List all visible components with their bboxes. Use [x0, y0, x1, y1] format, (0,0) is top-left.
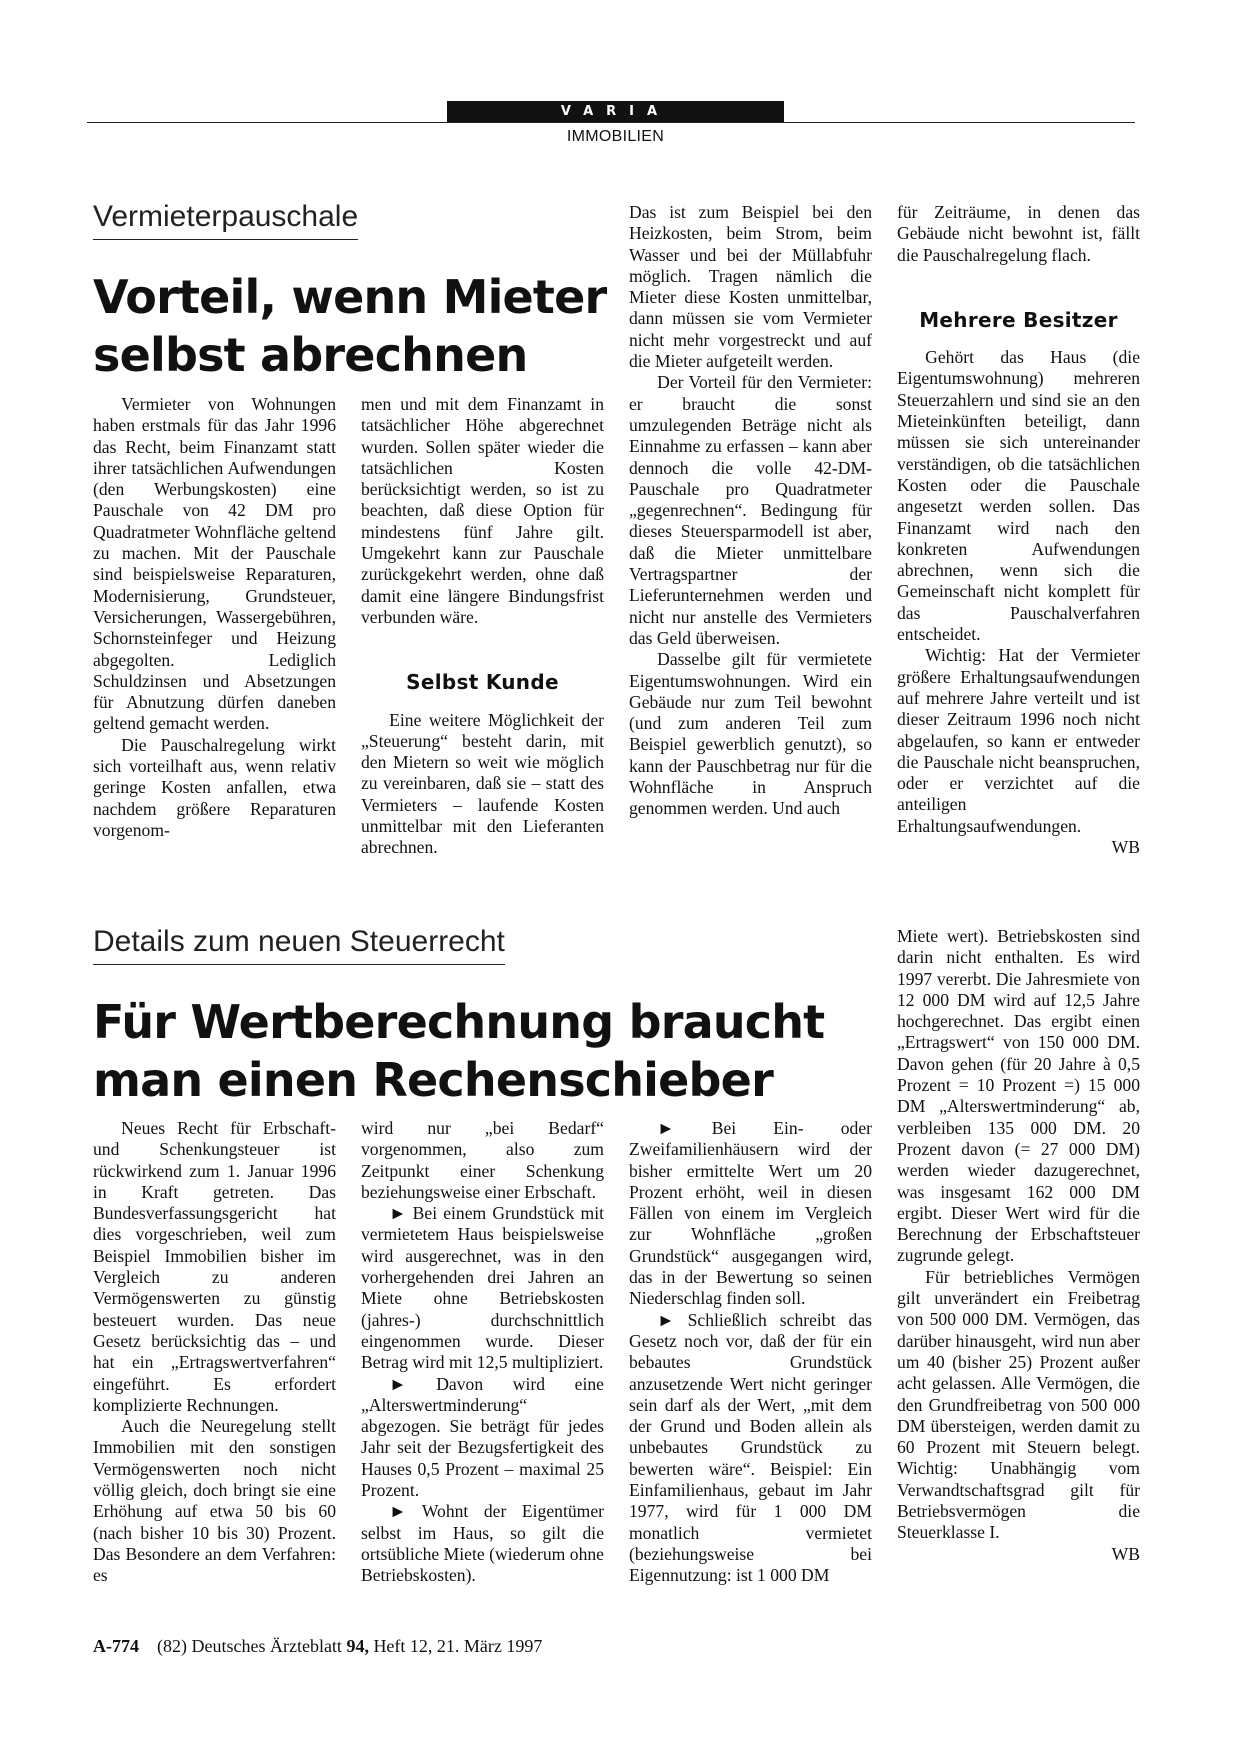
article1-column-4 — [897, 202, 1140, 858]
paragraph: Die Pauschalregelung wirkt sich vorteilhaft aus, wenn relativ geringe Kosten anfallen, etwa nachdem größere Reparaturen vorgenom- — [93, 734, 336, 840]
article2-column-4 — [897, 926, 1140, 1565]
bullet-paragraph: ► Schließlich schreibt das Gesetz noch vor, daß der für ein bebautes Grundstück anzusetzende Wert nicht geringer sein darf als der Wert, „mit dem der Grund und Boden allein als unbebautes Grundstück zu bewerten wäre“. Beispiel: Ein Einfamilienhaus, gebaut im Jahr 1977, wird für 1 000 DM monatlich vermietet (beziehungsweise bei Eigennutzung: ist 1 000 DM — [629, 1309, 872, 1586]
signature: WB — [1111, 837, 1140, 858]
paragraph: Miete wert). Betriebskosten sind darin nicht enthalten. Es wird 1997 vererbt. Die Jahresmiete von 12 000 DM wird auf 12,5 Jahre hochgerechnet. Das ergibt einen „Ertragswert“ von 150 000 DM. Davon gehen (für 20 Jahre à 0,5 Prozent = 10 Prozent =) 15 000 DM „Alterswertminderung“ ab, verbleiben 135 000 DM. 20 Prozent davon (= 27 000 DM) werden wieder dazugerechnet, was insgesamt 162 000 DM ergibt. Dieser Wert wird für die Berechnung der Erbschaftsteuer zugrunde gelegt. — [897, 926, 1140, 1266]
page-footer — [93, 1636, 542, 1657]
bullet-paragraph: ► Bei Ein- oder Zweifamilienhäusern wird der bisher ermittelte Wert um 20 Prozent erhöht, weil in diesen Fällen von einem im Vergleich zur Wohnfläche „großen Grundstück“ ausgegangen wird, das in der Bewertung so seinen Niederschlag finden soll. — [629, 1118, 872, 1309]
paragraph: Eine weitere Möglichkeit der „Steuerung“ besteht darin, mit den Mietern so weit wie möglich zu vereinbaren, daß sie – statt des Vermieters – laufende Kosten unmittelbar mit den Lieferanten abrechnen. — [361, 709, 604, 858]
topic-label: IMMOBILIEN — [566, 128, 665, 145]
paragraph: Neues Recht für Erbschaft- und Schenkungsteuer ist rückwirkend zum 1. Januar 1996 in Kraft getreten. Das Bundesverfassungsgericht hat dies vorgeschrieben, weil zum Beispiel Immobilien bisher im Vergleich zu anderen Vermögenswerten zu günstig besteuert wurden. Das neue Gesetz berücksichtig das – und hat ein „Ertragswertverfahren“ eingeführt. Es erfordert komplizierte Rechnungen. — [93, 1118, 336, 1415]
article2-column-2 — [361, 1118, 604, 1587]
article1-column-2 — [361, 394, 604, 859]
article2-headline: Für Wertberechnung braucht man einen Rechenschieber — [93, 995, 825, 1107]
article2-column-1 — [93, 1118, 336, 1587]
page-number: A-774 — [93, 1636, 139, 1656]
bullet-paragraph: ► Bei einem Grundstück mit vermietetem Haus beispielsweise wird ausgerechnet, was in den vorhergehenden drei Jahren an Miete ohne Betriebskosten (jahres-) durchschnittlich eingenommen wurde. Dieser Betrag wird mit 12,5 multipliziert. — [361, 1203, 604, 1373]
paragraph: Das ist zum Beispiel bei den Heizkosten, beim Strom, beim Wasser und bei der Müllabfuhr möglich. Tragen nämlich die Mieter diese Kosten unmittelbar, dann müssen sie vom Vermieter nicht mehr vorgestreckt und auf die Mieter aufgeteilt werden. — [629, 202, 872, 372]
paragraph: Vermieter von Wohnungen haben erstmals für das Jahr 1996 das Recht, beim Finanzamt statt ihrer tatsächlichen Aufwendungen (den Werbungskosten) eine Pauschale von 42 DM pro Quadratmeter Wohnfläche geltend zu machen. Mit der Pauschale sind beispielsweise Reparaturen, Modernisierung, Grundsteuer, Versicherungen, Wassergebühren, Schornsteinfeger und Heizung abgegolten. Lediglich Schuldzinsen und Absetzungen für Abnutzung dürfen daneben geltend gemacht werden. — [93, 394, 336, 734]
paragraph: men und mit dem Finanzamt in tatsächlicher Höhe abgerechnet wurden. Sollen später wieder die tatsächlichen Kosten berücksichtigt werden, so ist zu beachten, daß diese Option für mindestens fünf Jahre gilt. Umgekehrt kann zur Pauschale zurückgekehrt werden, ohne daß damit eine längere Bindungsfrist verbunden wäre. — [361, 394, 604, 627]
paragraph: Der Vorteil für den Vermieter: er braucht die sonst umzulegenden Beträge nicht als Einnahme zu erfassen – kann aber dennoch die volle 42-DM-Pauschale pro Quadratmeter „gegenrechnen“. Bedingung für dieses Steuersparmodell ist aber, daß die Mieter unmittelbare Vertragspartner der Lieferunternehmen werden und nicht nur anstelle des Vermieters das Geld überweisen. — [629, 372, 872, 648]
volume-number: 94, — [346, 1636, 369, 1656]
issue-date: Heft 12, 21. März 1997 — [373, 1636, 543, 1656]
paragraph: wird nur „bei Bedarf“ vorgenommen, also zum Zeitpunkt einer Schenkung beziehungsweise einer Erbschaft. — [361, 1118, 604, 1202]
paragraph: Wichtig: Hat der Vermieter größere Erhaltungsaufwendungen auf mehrere Jahre verteilt und ist dieser Zeitraum 1996 noch nicht abgelaufen, so kann er entweder die Pauschale nicht beanspruchen, oder er verzichtet auf die anteiligen Erhaltungsaufwendungen. — [897, 645, 1140, 836]
signature: WB — [1111, 1543, 1140, 1564]
paragraph: Auch die Neuregelung stellt Immobilien mit den sonstigen Vermögenswerten noch nicht völlig gleich, doch bringt sie eine Erhöhung auf etwa 50 bis 60 (nach bisher 10 bis 30) Prozent. Das Besondere an dem Verfahren: es — [93, 1416, 336, 1586]
paragraph: Dasselbe gilt für vermietete Eigentumswohnungen. Wird ein Gebäude nur zum Teil bewohnt (und zum anderen Teil zum Beispiel gewerblich genutzt), so kann der Pauschbetrag nur für die Wohnfläche in Anspruch genommen werden. Und auch — [629, 649, 872, 819]
paragraph: Für betriebliches Vermögen gilt unverändert ein Freibetrag von 500 000 DM. Vermögen, das darüber hinausgeht, wird nun aber um 40 (bisher 25) Prozent außer acht gelassen. Alle Vermögen, die den Grundfreibetrag von 500 000 DM übersteigen, werden damit zu 60 Prozent mit Steuern belegt. Wichtig: Unabhängig vom Verwandtschaftsgrad gilt für Betriebsvermögen die Steuerklasse I. — [897, 1266, 1140, 1543]
article1-column-3 — [629, 202, 872, 820]
article1-kicker: Vermieterpauschale — [93, 200, 358, 240]
article1-headline: Vorteil, wenn Mieter selbst abrechnen — [93, 270, 607, 382]
journal-name: (82) Deutsches Ärzteblatt — [157, 1636, 342, 1656]
section-banner: VARIA — [447, 101, 784, 122]
article2-kicker: Details zum neuen Steuerrecht — [93, 925, 505, 965]
header-rule — [87, 122, 1135, 123]
article1-column-1 — [93, 394, 336, 841]
subheading: Mehrere Besitzer — [919, 307, 1118, 332]
paragraph: Gehört das Haus (die Eigentumswohnung) mehreren Steuerzahlern und sind sie an den Mieteinkünften beteiligt, dann müssen sie sich untereinander verständigen, ob die tatsächlichen Kosten oder die Pauschale angesetzt werden sollen. Das Finanzamt wird nach den konkreten Aufwendungen abrechnen, wenn sich die Gemeinschaft nicht komplett für das Pauschalverfahren entscheidet. — [897, 347, 1140, 645]
bullet-paragraph: ► Davon wird eine „Alterswertminderung“ abgezogen. Sie beträgt für jedes Jahr seit der Bezugsfertigkeit des Hauses 0,5 Prozent – maximal 25 Prozent. — [361, 1373, 604, 1501]
bullet-paragraph: ► Wohnt der Eigentümer selbst im Haus, so gilt die ortsübliche Miete (wiederum ohne Betriebskosten). — [361, 1501, 604, 1586]
paragraph: für Zeiträume, in denen das Gebäude nicht bewohnt ist, fällt die Pauschalregelung flach. — [897, 202, 1140, 265]
subheading: Selbst Kunde — [406, 670, 559, 695]
article2-column-3 — [629, 1118, 872, 1587]
